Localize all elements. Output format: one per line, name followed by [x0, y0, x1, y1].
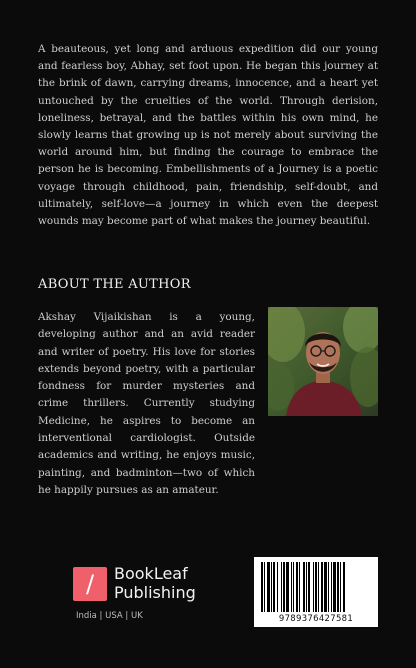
- publisher-name-line1: BookLeaf: [114, 564, 188, 583]
- isbn-barcode: [254, 557, 378, 627]
- barcode-bar: [283, 562, 285, 612]
- barcode-bar: [271, 562, 272, 612]
- barcode-bar: [328, 562, 329, 612]
- barcode-bar: [306, 562, 307, 612]
- barcode-bar: [277, 562, 278, 612]
- barcode-bar: [291, 562, 292, 612]
- barcode-bar: [286, 562, 289, 612]
- barcode-bar: [337, 562, 339, 612]
- publisher-regions: India | USA | UK: [76, 611, 143, 621]
- barcode-bar: [318, 562, 319, 612]
- publisher-name-line2: Publishing: [114, 583, 196, 602]
- author-bio: Akshay Vijaikishan is a young, developing author and an avid reader and writer of poetry. His love for stories extends beyond poetry, with a particular fondness for murder mysteries and crime thrillers. Currently studying Medicine, he aspires to become an interventional cardiologist. Outside academics and writing, he enjoys music, painting, and badminton—two of which he happily pursues as an amateur.: [38, 311, 255, 496]
- barcode-bar: [313, 562, 314, 612]
- barcode-bar: [331, 562, 332, 612]
- barcode-bar: [340, 562, 341, 612]
- barcode-bar: [343, 562, 345, 612]
- barcode-bar: [296, 562, 298, 612]
- logo-glyph: /: [85, 570, 95, 598]
- barcode-bar: [299, 562, 300, 612]
- barcode-bar: [264, 562, 265, 612]
- author-portrait-image: [268, 307, 378, 416]
- barcode-bar: [303, 562, 305, 612]
- barcode-bar: [261, 562, 263, 612]
- barcode-bar: [308, 562, 310, 612]
- barcode-bar: [315, 562, 317, 612]
- isbn-number: 9789376427581: [278, 614, 354, 624]
- barcode-bar: [321, 562, 323, 612]
- bookleaf-logo-icon: [73, 567, 107, 601]
- barcode-bar: [273, 562, 275, 612]
- barcode-bars: [261, 562, 371, 612]
- barcode-bar: [281, 562, 282, 612]
- barcode-bar: [333, 562, 336, 612]
- barcode-bar: [293, 562, 294, 612]
- book-blurb: A beauteous, yet long and arduous expedition did our young and fearless boy, Abhay, set foot upon. He began this journey at the brink of dawn, carrying dreams, innocence, and a heart yet untouched by the cruelties of the world. Through derision, loneliness, betrayal, and the battles within his own mind, he slowly learns that growing up is not merely about surviving the world around him, but finding the courage to embrace the person he is becoming. Embellishments of a Journey is a poetic voyage through childhood, pain, friendship, self-doubt, and ultimately, self-love—a journey in which even the deepest wounds may become part of what makes the journey beautiful.: [38, 43, 378, 228]
- about-author-heading: ABOUT THE AUTHOR: [38, 277, 191, 292]
- barcode-bar: [324, 562, 327, 612]
- barcode-bar: [267, 562, 270, 612]
- author-photo: [268, 307, 378, 416]
